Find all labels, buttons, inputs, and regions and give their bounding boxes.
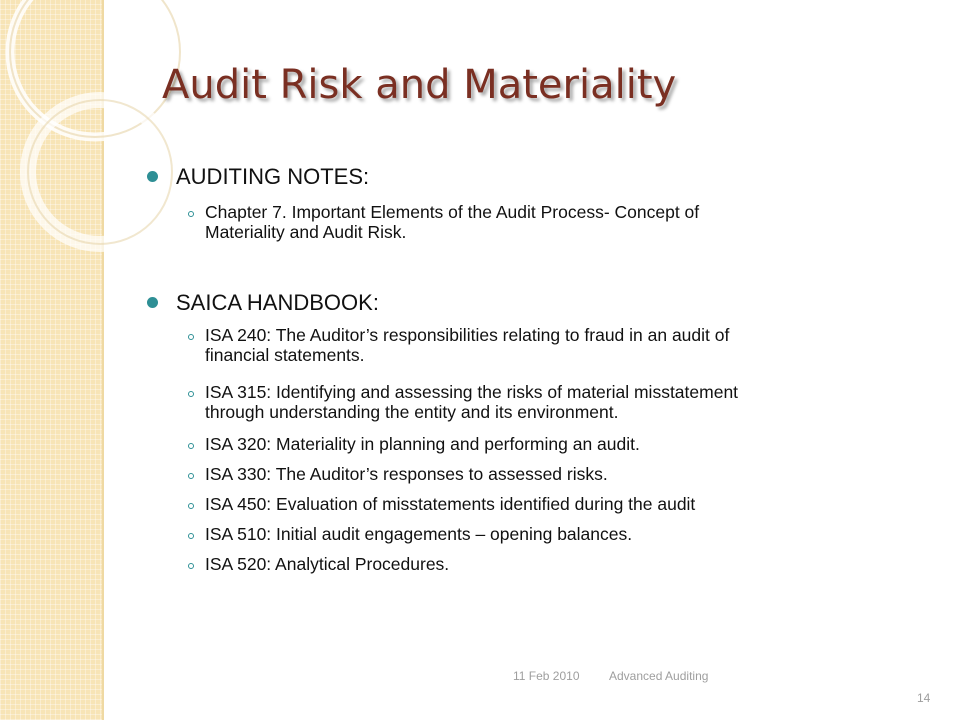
sub-bullet-icon [188, 533, 194, 539]
list-item: ISA 240: The Auditor’s responsibilities relating to fraud in an audit of financial statements. [205, 325, 730, 365]
sub-bullet-icon [188, 391, 194, 397]
footer-course: Advanced Auditing [609, 669, 709, 683]
footer-date: 11 Feb 2010 [513, 669, 580, 683]
slide-title: Audit Risk and Materiality [162, 62, 677, 108]
section-heading-saica-handbook: SAICA HANDBOOK: [176, 290, 379, 315]
sub-bullet-icon [188, 334, 194, 340]
sub-bullet-icon [188, 473, 194, 479]
list-item: ISA 520: Analytical Procedures. [205, 554, 450, 574]
list-item: ISA 510: Initial audit engagements – opening balances. [205, 524, 633, 544]
bullet-icon [147, 297, 158, 308]
list-item: ISA 315: Identifying and assessing the risks of material misstatement through understanding the entity and its environment. [205, 382, 739, 422]
sub-bullet-icon [188, 443, 194, 449]
list-item: ISA 330: The Auditor’s responses to assessed risks. [205, 464, 608, 484]
sub-bullet-icon [188, 563, 194, 569]
decorative-rings [0, 0, 200, 260]
list-item: ISA 450: Evaluation of misstatements identified during the audit [205, 494, 696, 514]
sub-bullet-icon [188, 211, 194, 217]
section-heading-auditing-notes: AUDITING NOTES: [176, 164, 370, 189]
list-item: Chapter 7. Important Elements of the Audit Process- Concept of Materiality and Audit Risk. [205, 202, 700, 242]
page-number: 14 [917, 691, 931, 705]
list-item: ISA 320: Materiality in planning and performing an audit. [205, 434, 640, 454]
bullet-icon [147, 171, 158, 182]
sub-bullet-icon [188, 503, 194, 509]
